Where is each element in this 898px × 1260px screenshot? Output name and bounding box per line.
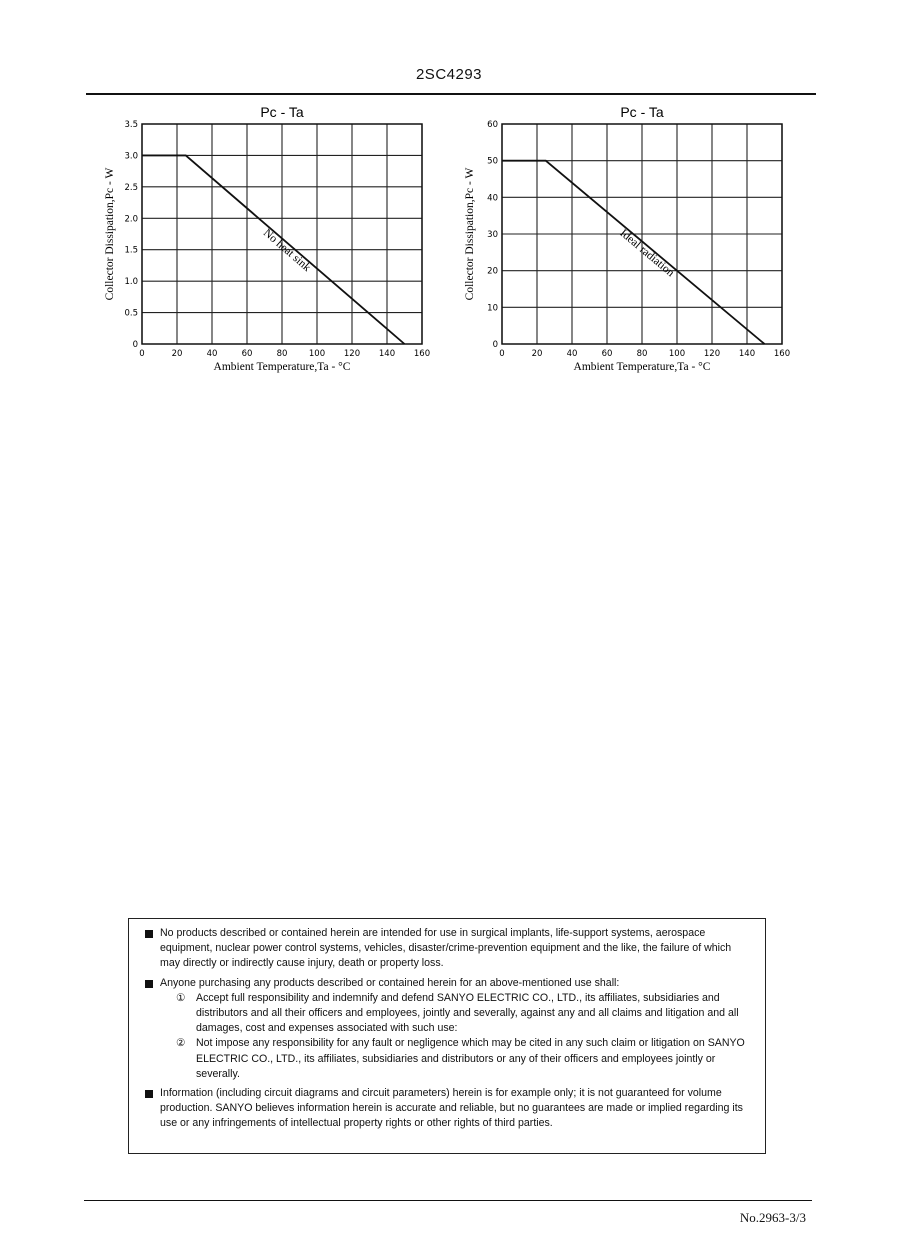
x-tick-label: 120 bbox=[343, 349, 361, 359]
x-tick-label: 100 bbox=[668, 349, 686, 359]
x-tick-label: 160 bbox=[413, 349, 430, 359]
y-tick-label: 3.0 bbox=[124, 151, 138, 162]
x-tick-label: 20 bbox=[171, 349, 183, 359]
disclaimer-text-1: No products described or contained herein are intended for use in surgical implants, life-support systems, aerospace equipment, nuclear power control systems, vehicles, disaster/crime-prevention equipment and the like, the failure of which may directly or indirectly cause injury, death or property loss. bbox=[160, 927, 732, 970]
chart-pc-ta-no-heat-sink bbox=[100, 100, 430, 380]
x-tick-label: 0 bbox=[139, 349, 145, 359]
disclaimer-item-1 bbox=[145, 926, 753, 972]
bullet-square-icon bbox=[145, 980, 153, 988]
x-tick-label: 140 bbox=[378, 349, 396, 359]
y-tick-label: 0 bbox=[492, 340, 498, 350]
x-tick-label: 0 bbox=[499, 349, 505, 359]
chart-title: Pc - Ta bbox=[260, 104, 304, 120]
y-tick-label: 1.0 bbox=[124, 277, 138, 288]
disclaimer-sub-1 bbox=[160, 991, 753, 1037]
y-tick-label: 30 bbox=[487, 230, 498, 240]
x-tick-label: 100 bbox=[308, 349, 326, 359]
bullet-square-icon bbox=[145, 930, 153, 938]
y-tick-label: 40 bbox=[487, 193, 498, 204]
disclaimer-sub-2-text: Not impose any responsibility for any fault or negligence which may be cited in any such claim or litigation on SANYO ELECTRIC CO., LTD., its affiliates, subsidiaries and distributors or any of their officers and employees jointly or severally. bbox=[196, 1037, 745, 1080]
x-tick-label: 60 bbox=[241, 349, 253, 359]
disclaimer-text-3: Information (including circuit diagrams and circuit parameters) herein is for example only; it is not guaranteed for volume production. SANYO believes information herein is accurate and reliable, but no guarantees are made or implied regarding its use or any infringements of intellectual property rights or other rights of third parties. bbox=[160, 1087, 743, 1130]
bullet-square-icon bbox=[145, 1090, 153, 1098]
y-tick-label: 2.5 bbox=[124, 182, 138, 193]
x-tick-label: 40 bbox=[206, 349, 218, 359]
disclaimer-text-2-intro: Anyone purchasing any products described or contained herein for an above-mentioned use shall: bbox=[160, 976, 620, 989]
y-tick-label: 1.5 bbox=[124, 245, 138, 256]
series-line bbox=[502, 161, 765, 344]
y-tick-label: 2.0 bbox=[124, 214, 138, 225]
circled-two-mark: ② bbox=[176, 1037, 186, 1050]
page-number: No.2963-3/3 bbox=[739, 1210, 806, 1225]
disclaimer-box bbox=[128, 918, 766, 1154]
y-tick-label: 50 bbox=[487, 156, 498, 167]
y-axis-label: Collector Dissipation,Pc - W bbox=[104, 167, 116, 301]
y-tick-label: 3.5 bbox=[124, 120, 138, 130]
x-tick-label: 80 bbox=[636, 349, 648, 359]
y-axis-label: Collector Dissipation,Pc - W bbox=[464, 167, 476, 301]
x-axis-label: Ambient Temperature,Ta - °C bbox=[573, 361, 711, 373]
disclaimer-sub-2 bbox=[160, 1036, 753, 1082]
disclaimer-item-2 bbox=[145, 976, 753, 1082]
x-tick-label: 20 bbox=[531, 349, 543, 359]
chart-pc-ta-ideal-radiation bbox=[460, 100, 790, 380]
y-tick-label: 10 bbox=[487, 303, 498, 314]
x-tick-label: 120 bbox=[703, 349, 721, 359]
y-tick-label: 0 bbox=[132, 340, 138, 350]
y-tick-label: 0.5 bbox=[124, 308, 138, 319]
circled-one-mark: ① bbox=[176, 991, 186, 1004]
x-tick-label: 40 bbox=[566, 349, 578, 359]
y-tick-label: 20 bbox=[487, 266, 498, 277]
x-tick-label: 160 bbox=[773, 349, 790, 359]
x-tick-label: 60 bbox=[601, 349, 613, 359]
chart-title: Pc - Ta bbox=[620, 104, 664, 120]
y-tick-label: 60 bbox=[487, 120, 498, 130]
series-label: Ideal radiation bbox=[617, 227, 677, 280]
x-tick-label: 80 bbox=[276, 349, 288, 359]
header-rule bbox=[86, 93, 816, 95]
part-number: 2SC4293 bbox=[415, 66, 483, 83]
series-label: No heat sink bbox=[260, 226, 313, 275]
footer-rule bbox=[84, 1200, 812, 1201]
x-tick-label: 140 bbox=[738, 349, 756, 359]
disclaimer-item-3 bbox=[145, 1086, 753, 1132]
x-axis-label: Ambient Temperature,Ta - °C bbox=[213, 361, 351, 373]
disclaimer-sub-1-text: Accept full responsibility and indemnify and defend SANYO ELECTRIC CO., LTD., its affiliates, subsidiaries and distributors and all their officers and employees, jointly and severally, against any and all claims and litigation and all damages, cost and expenses associated with such use: bbox=[196, 991, 739, 1035]
